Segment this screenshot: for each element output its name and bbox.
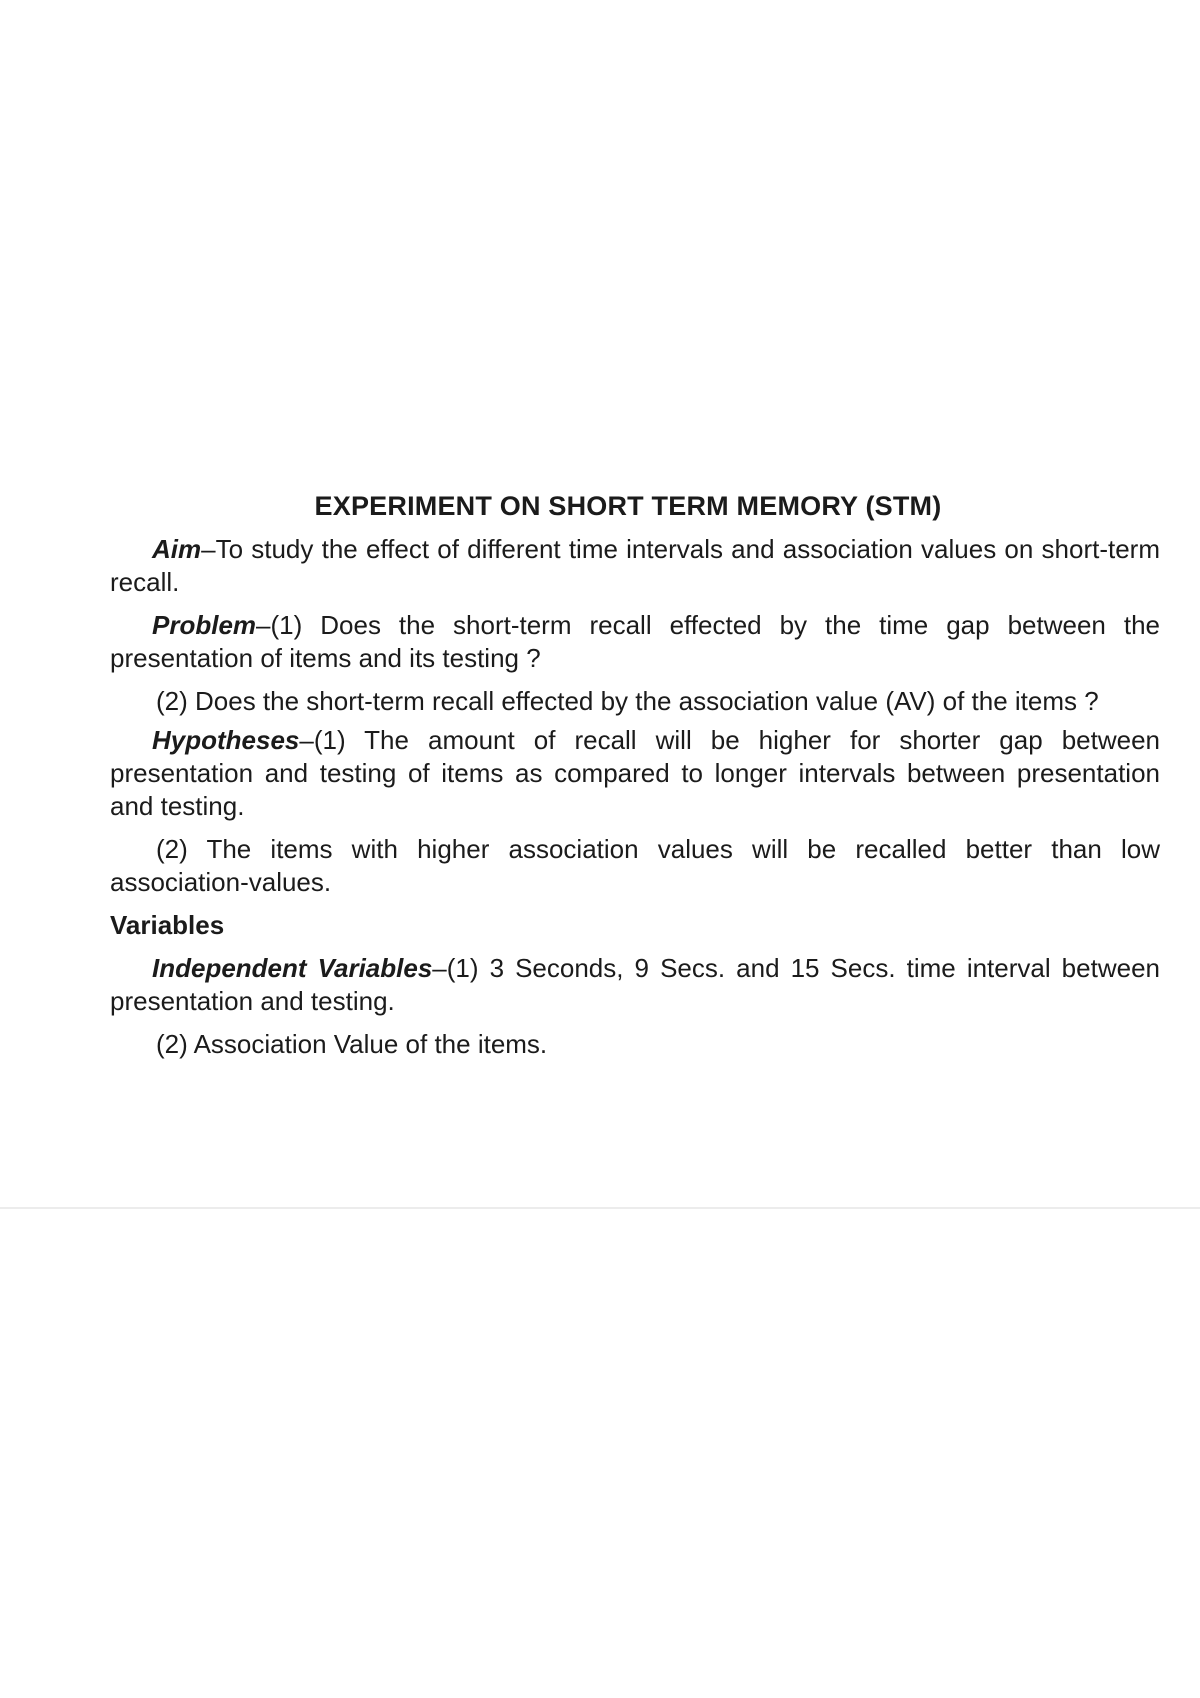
variables-heading: Variables: [110, 910, 225, 940]
hypotheses-paragraph-2: [110, 833, 1160, 899]
independent-variables-label: Independent Variables: [152, 953, 433, 983]
page-divider: [0, 1207, 1200, 1209]
hypotheses-text-1: –(1) The amount of recall will be higher for shorter gap between presentation and testing of items as compared to longer intervals between presentation and testing.: [110, 725, 1160, 821]
hypotheses-label: Hypotheses: [152, 725, 300, 755]
problem-paragraph-2: [110, 685, 1160, 718]
document-title: EXPERIMENT ON SHORT TERM MEMORY (STM): [314, 491, 942, 521]
independent-variables-text-2: (2) Association Value of the items.: [156, 1029, 548, 1059]
independent-variables-text-1: –(1) 3 Seconds, 9 Secs. and 15 Secs. time interval between presentation and testing.: [110, 953, 1160, 1016]
aim-label: Aim: [152, 534, 202, 564]
document-body: [110, 490, 1160, 1071]
aim-paragraph: [110, 533, 1160, 599]
problem-text-2: (2) Does the short-term recall effected by the association value (AV) of the items ?: [156, 686, 1099, 716]
hypotheses-text-2: (2) The items with higher association values will be recalled better than low association-values.: [110, 834, 1160, 897]
problem-label: Problem: [152, 610, 257, 640]
problem-paragraph-1: [110, 609, 1160, 675]
independent-variables-paragraph-2: [110, 1028, 1160, 1061]
hypotheses-paragraph-1: [110, 724, 1160, 823]
aim-text: –To study the effect of different time intervals and association values on short-term recall.: [110, 534, 1160, 597]
independent-variables-paragraph-1: [110, 952, 1160, 1018]
problem-text-1: –(1) Does the short-term recall effected by the time gap between the presentation of items and its testing ?: [110, 610, 1160, 673]
